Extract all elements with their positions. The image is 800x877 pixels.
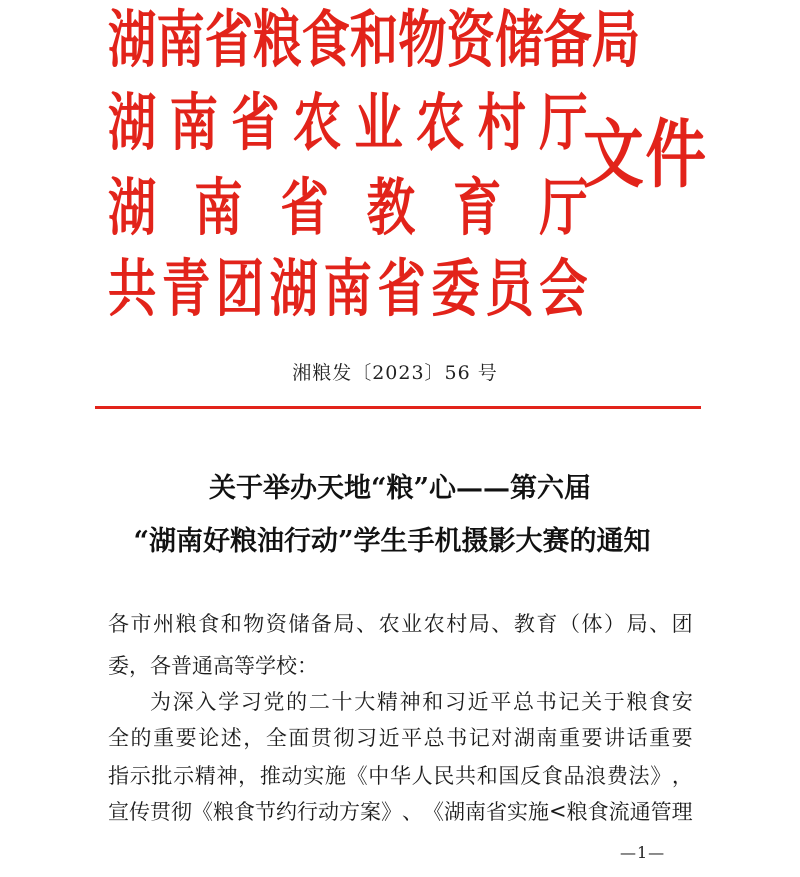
text-char: 备 [543, 3, 592, 76]
text-char: 教 [513, 612, 535, 636]
text-char: 物 [243, 612, 265, 636]
text-char: 动 [281, 764, 303, 788]
text-char: 实 [303, 764, 325, 788]
text-char: 民 [433, 764, 455, 788]
text-char: 述 [220, 726, 242, 750]
text-char: 村 [446, 612, 468, 636]
text-char: 重 [558, 726, 580, 750]
body-text-line [108, 722, 693, 752]
text-char: 会 [539, 252, 588, 325]
text-char: 十 [331, 690, 353, 714]
text-char: 粮 [213, 800, 234, 824]
text-char: 批 [151, 764, 173, 788]
text-char: 要 [581, 726, 603, 750]
text-char: 湖 [513, 726, 535, 750]
text-char: 青 [161, 252, 211, 325]
text-char: 平 [490, 690, 512, 714]
text-char: 、 [649, 612, 671, 636]
text-char: 全 [265, 726, 287, 750]
text-char: 国 [498, 764, 520, 788]
text-char: 农 [292, 86, 342, 159]
text-char: 实 [507, 800, 528, 824]
text-char: 管 [650, 800, 672, 824]
text-char: 南 [156, 3, 205, 76]
text-char: 示 [129, 764, 151, 788]
body-text-line [108, 760, 693, 790]
text-char: 记 [558, 690, 580, 714]
text-char: 的 [130, 726, 152, 750]
text-char: 《 [192, 800, 213, 824]
text-char: 食 [198, 612, 220, 636]
text-char: 书 [446, 726, 468, 750]
text-char: 局 [333, 612, 355, 636]
text-char: 施 [324, 764, 346, 788]
body-text-line [108, 796, 693, 826]
text-char: 业 [401, 612, 423, 636]
text-char: 神 [399, 690, 421, 714]
text-char: 法 [628, 764, 650, 788]
text-char: 指 [108, 764, 129, 788]
text-char: 团 [215, 252, 265, 325]
text-char: （ [558, 612, 580, 636]
text-char: 党 [263, 690, 285, 714]
text-char: 示 [173, 764, 195, 788]
text-char: 中 [368, 764, 390, 788]
page-number: —1— [620, 843, 666, 862]
text-char: 湖 [269, 252, 319, 325]
text-char: 二 [308, 690, 330, 714]
text-char: 和 [220, 612, 242, 636]
text-char: 安 [671, 690, 693, 714]
text-char: 品 [563, 764, 585, 788]
text-char: 农 [416, 86, 465, 159]
text-char: 省 [486, 800, 507, 824]
text-char: 、 [402, 800, 423, 824]
text-char: 于 [603, 690, 625, 714]
text-char: 体 [581, 612, 603, 636]
text-char: 育 [536, 612, 558, 636]
text-char: ） [604, 612, 626, 636]
text-char: 局 [626, 612, 648, 636]
text-char: 近 [378, 726, 400, 750]
text-char: 湖 [108, 3, 157, 76]
text-char: 食 [234, 800, 255, 824]
text-char: 《 [346, 764, 368, 788]
text-char: 面 [288, 726, 310, 750]
text-char: 食 [649, 690, 671, 714]
document-title-line-2: “湖南好粮油行动”学生手机摄影大赛的通知 [133, 526, 651, 557]
text-char: 食 [301, 3, 350, 76]
text-char: 南 [536, 726, 558, 750]
text-char: 各 [108, 612, 129, 636]
text-char: 省 [377, 252, 426, 325]
document-number [0, 358, 800, 385]
text-char: 学 [218, 690, 240, 714]
text-char: 共 [455, 764, 476, 788]
text-char: 《 [423, 800, 444, 824]
text-char: 书 [535, 690, 557, 714]
text-char: 南 [169, 86, 218, 159]
text-char: ， [243, 726, 265, 750]
text-char: 州 [153, 612, 175, 636]
text-char: 农 [378, 612, 400, 636]
text-char: 习 [356, 726, 378, 750]
text-char: 教 [366, 171, 416, 244]
text-char: 局 [468, 612, 490, 636]
text-char: 人 [411, 764, 433, 788]
text-char: 农 [423, 612, 445, 636]
text-char: 彻 [333, 726, 355, 750]
text-char: 省 [280, 171, 329, 244]
body-text-line: 委，各普通高等学校： [108, 654, 318, 678]
red-masthead [0, 0, 800, 330]
text-char: 案 [360, 800, 381, 824]
issuer-line [108, 168, 588, 248]
text-char: 省 [204, 3, 254, 76]
text-char: 总 [423, 726, 445, 750]
text-char: 湖 [108, 171, 157, 244]
text-char: 关 [581, 690, 603, 714]
text-char: 近 [467, 690, 489, 714]
text-char: 宣 [108, 800, 129, 824]
text-char: 省 [231, 86, 280, 159]
text-char: 贯 [150, 800, 171, 824]
text-char: 华 [389, 764, 411, 788]
document-number-text: 湘粮发〔2023〕56 号 [292, 362, 498, 384]
text-char: < [549, 799, 567, 823]
text-char: 动 [318, 800, 339, 824]
text-char: ， [671, 764, 693, 788]
issuer-line [108, 0, 641, 80]
text-char: 粮 [175, 612, 197, 636]
text-char: 大 [354, 690, 376, 714]
text-char: 节 [255, 800, 276, 824]
text-char: 和 [349, 3, 399, 76]
text-char: 记 [468, 726, 490, 750]
text-char: 》 [650, 764, 672, 788]
text-char: 全 [108, 726, 129, 750]
text-char: 委 [431, 252, 480, 325]
text-char: 习 [444, 690, 466, 714]
text-char: 平 [401, 726, 423, 750]
text-char: 对 [491, 726, 513, 750]
text-char: 粮 [566, 800, 588, 824]
text-char: 论 [198, 726, 220, 750]
text-char: 约 [276, 800, 297, 824]
text-char: 彻 [171, 800, 192, 824]
text-char: 湖 [444, 800, 465, 824]
text-char: 南 [465, 800, 486, 824]
text-char: 储 [288, 612, 310, 636]
text-char: 方 [339, 800, 360, 824]
text-char: 、 [491, 612, 513, 636]
text-char: 备 [310, 612, 332, 636]
text-char: 共 [108, 252, 157, 325]
text-char: 传 [129, 800, 150, 824]
issuer-line [108, 83, 588, 163]
text-char: 育 [453, 171, 502, 244]
text-char: 总 [513, 690, 534, 714]
text-char: 讲 [604, 726, 626, 750]
text-char: 南 [194, 171, 243, 244]
text-char: 》 [381, 800, 402, 824]
text-char: 行 [297, 800, 318, 824]
text-char: 市 [130, 612, 152, 636]
text-char: 推 [259, 764, 281, 788]
text-char: 资 [446, 3, 495, 76]
body-text-line [150, 686, 693, 716]
text-char: 理 [671, 800, 693, 824]
text-char: 习 [240, 690, 262, 714]
text-char: 储 [494, 3, 544, 76]
text-char: 精 [376, 690, 398, 714]
text-char: 贯 [310, 726, 332, 750]
text-char: 浪 [585, 764, 607, 788]
text-char: 重 [153, 726, 175, 750]
text-char: 粮 [253, 3, 302, 76]
text-char: 的 [286, 690, 308, 714]
text-char: 为 [150, 690, 171, 714]
document-type-label: 文件 [583, 112, 708, 198]
text-char: 村 [477, 86, 527, 159]
issuer-line [108, 249, 588, 329]
text-char: 业 [354, 86, 403, 159]
text-char: 资 [265, 612, 287, 636]
body-text-line [108, 608, 693, 638]
text-char: 团 [671, 612, 693, 636]
red-separator-line [95, 406, 701, 409]
text-char: 和 [476, 764, 498, 788]
text-char: 流 [608, 800, 630, 824]
text-char: 要 [671, 726, 693, 750]
text-char: 和 [422, 690, 444, 714]
text-char: 厅 [539, 86, 588, 159]
text-char: 费 [606, 764, 628, 788]
text-char: 神 [216, 764, 238, 788]
document-title-line-1: 关于举办天地“粮”心——第六届 [208, 473, 592, 504]
text-char: 入 [195, 690, 217, 714]
text-char: 重 [649, 726, 671, 750]
text-char: 精 [194, 764, 216, 788]
text-char: 通 [629, 800, 651, 824]
text-char: 湖 [108, 86, 157, 159]
text-char: 粮 [626, 690, 648, 714]
text-char: 食 [587, 800, 609, 824]
text-char: 员 [485, 252, 534, 325]
text-char: 食 [541, 764, 563, 788]
text-char: 物 [398, 3, 447, 76]
text-char: 、 [356, 612, 378, 636]
text-char: 局 [591, 3, 641, 76]
text-char: 厅 [539, 171, 588, 244]
text-char: 要 [175, 726, 197, 750]
text-char: 深 [172, 690, 194, 714]
text-char: 南 [323, 252, 372, 325]
text-char: 反 [520, 764, 542, 788]
text-char: ， [238, 764, 260, 788]
text-char: 话 [626, 726, 648, 750]
text-char: 施 [528, 800, 549, 824]
